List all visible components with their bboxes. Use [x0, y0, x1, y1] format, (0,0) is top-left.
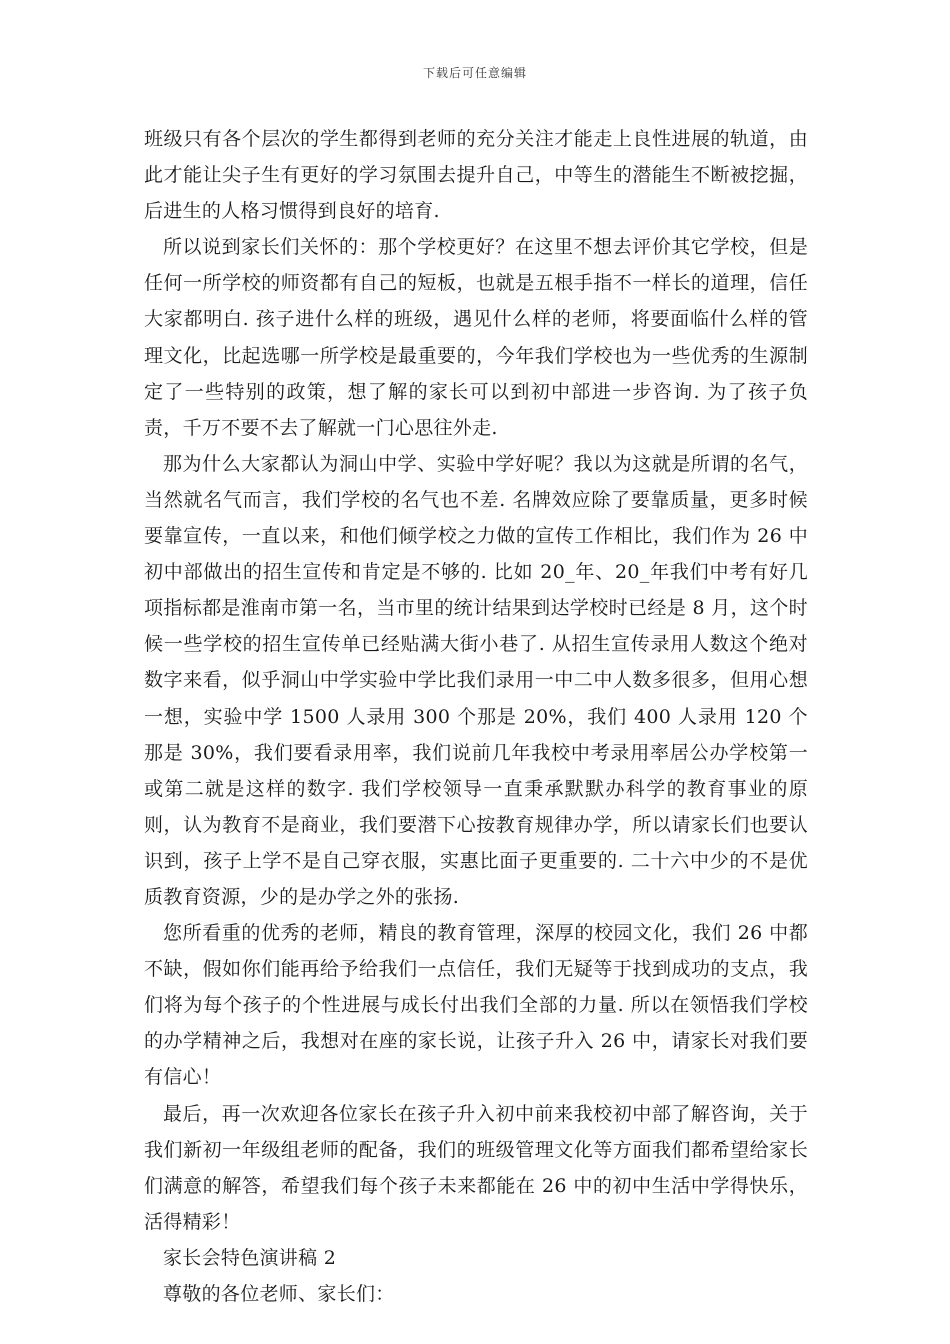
- paragraph-4: 您所看重的优秀的老师，精良的教育管理，深厚的校园文化，我们 26 中都不缺，假如你们能再给予给我们一点信任，我们无疑等于找到成功的支点，我们将为每个孩子的个性进展与成长付出我们全部的力量. 所以在领悟我们学校的办学精神之后，我想对在座的家长说，让孩子升入 26 中，请家长对我们要有信心！: [144, 922, 808, 1089]
- document-body: [144, 121, 808, 1312]
- paragraph-5: 最后，再一次欢迎各位家长在孩子升入初中前来我校初中部了解咨询，关于我们新初一年级组老师的配备，我们的班级管理文化等方面我们都希望给家长们满意的解答，希望我们每个孩子未来都能在 26 中的初中生活中学得快乐，活得精彩！: [144, 1102, 808, 1233]
- page-header: 下载后可任意编辑: [422, 66, 527, 80]
- paragraph-2: 所以说到家长们关怀的：那个学校更好？在这里不想去评价其它学校，但是任何一所学校的师资都有自己的短板，也就是五根手指不一样长的道理，信任大家都明白. 孩子进什么样的班级，遇见什么样的老师，将要面临什么样的管理文化，比起选哪一所学校是最重要的，今年我们学校也为一些优秀的生源制定了一些特别的政策，想了解的家长可以到初中部进一步咨询. 为了孩子负责，千万不要不去了解就一门心思往外走.: [144, 236, 808, 439]
- section-title: 家长会特色演讲稿 2: [163, 1246, 337, 1269]
- paragraph-3: 那为什么大家都认为洞山中学、实验中学好呢？我以为这就是所谓的名气，当然就名气而言，我们学校的名气也不差. 名牌效应除了要靠质量，更多时候要靠宣传，一直以来，和他们倾学校之力做的宣传工作相比，我们作为 26 中初中部做出的招生宣传和肯定是不够的. 比如 20_年、20_年我们中考有好几项指标都是淮南市第一名，当市里的统计结果到达学校时已经是 8 月，这个时候一些学校的招生宣传单已经贴满大街小巷了. 从招生宣传录用人数这个绝对数字来看，似乎洞山中学实验中学比我们录用一中二中人数多很多，但用心想一想，实验中学 1500 人录用 300 个那是 20%，我们 400 人录用 120 个那是 30%，我们要看录用率，我们说前几年我校中考录用率居公办学校第一或第二就是这样的数字. 我们学校领导一直秉承默默办科学的教育事业的原则，认为教育不是商业，我们要潜下心按教育规律办学，所以请家长们也要认识到，孩子上学不是自己穿衣服，实惠比面子更重要的. 二十六中少的不是优质教育资源，少的是办学之外的张扬.: [144, 452, 808, 908]
- paragraph-1: 班级只有各个层次的学生都得到老师的充分关注才能走上良性进展的轨道，由此才能让尖子生有更好的学习氛围去提升自己，中等生的潜能生不断被挖掘，后进生的人格习惯得到良好的培育.: [144, 128, 808, 223]
- salutation: 尊敬的各位老师、家长们：: [163, 1283, 395, 1305]
